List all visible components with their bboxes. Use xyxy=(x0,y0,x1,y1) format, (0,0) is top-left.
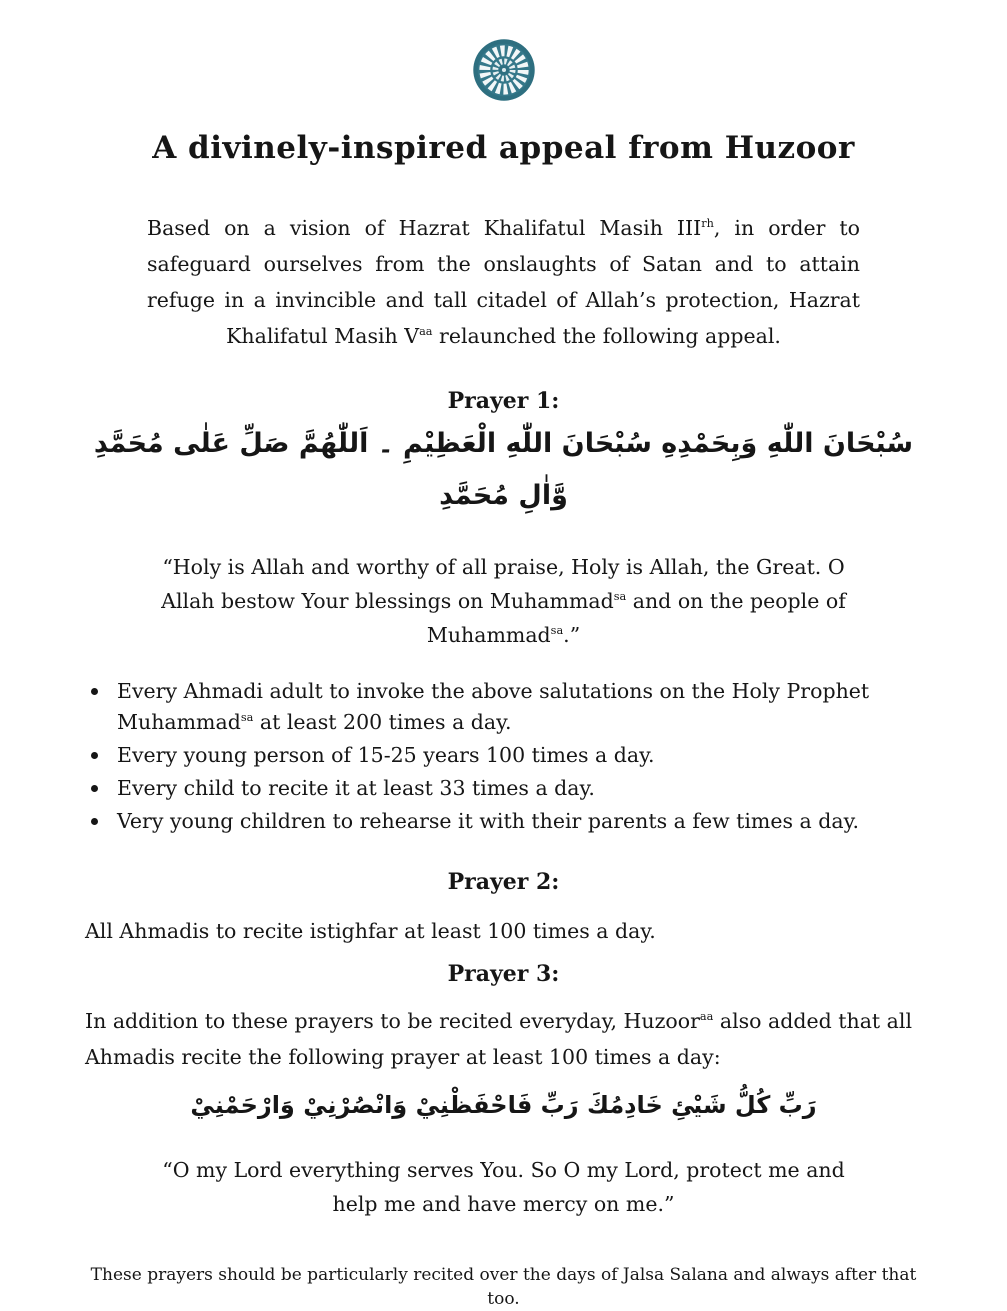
prayer2-heading: Prayer 2: xyxy=(447,869,560,895)
prayer3-intro: In addition to these prayers to be recited everyday, Huzoor$^{aa}$ also added that all Ahmadis recite the following prayer at least 100 times a day: xyxy=(85,1009,913,1069)
footer-note: These prayers should be particularly recited over the days of Jalsa Salana and always after that too. xyxy=(90,1265,917,1309)
prayer1-instruction-list xyxy=(85,676,922,837)
prayer1-heading: Prayer 1: xyxy=(447,388,560,414)
prayer3-heading: Prayer 3: xyxy=(447,961,560,987)
intro-paragraph: Based on a vision of Hazrat Khalifatul Masih $III^{rh}$, in order to safeguard ourselves from the onslaughts of Satan and to attain refuge in a invincible and tall citadel of Allah’s protection, Hazrat Khalifatul Masih $V^{aa}$ relaunched the following appeal. xyxy=(147,216,860,348)
prayer1-translation: “Holy is Allah and worthy of all praise, Holy is Allah, the Great. O Allah bestow Your blessings on Muhammad$^{sa}$ and on the people of Muhammad$^{sa}$.” xyxy=(161,555,846,647)
prayer1-section xyxy=(85,386,922,837)
prayer2-section xyxy=(85,867,922,947)
prayer1-arabic-text: سُبْحَانَ اللّٰهِ وَبِحَمْدِهِ سُبْحَانَ اللّٰهِ الْعَظِيْمِ ۔ اَللّٰهُمَّ صَلِّ عَلٰى مُحَمَّدِ وَّاٰلِ مُحَمَّدِ xyxy=(93,428,914,511)
bullet-item: Very young children to rehearse it with their parents a few times a day. xyxy=(85,806,922,837)
bullet-item: Every Ahmadi adult to invoke the above salutations on the Holy Prophet Muhammad$^{sa}$ at least 200 times a day. xyxy=(85,676,922,738)
prayer3-translation: “O my Lord everything serves You. So O my Lord, protect me and help me and have mercy on me.” xyxy=(162,1158,845,1216)
bullet-item: Every child to recite it at least 33 times a day. xyxy=(85,773,922,804)
prayer2-text: All Ahmadis to recite istighfar at least 100 times a day. xyxy=(85,919,656,943)
prayer3-arabic-text: رَبِّ كُلُّ شَيْئِ خَادِمُكَ رَبِّ فَاحْفَظْنِيْ وَانْصُرْنِيْ وَارْحَمْنِيْ xyxy=(190,1091,817,1119)
page-title: A divinely-inspired appeal from Huzoor xyxy=(152,130,855,166)
logo-container xyxy=(85,38,922,106)
bullet-item: Every young person of 15-25 years 100 times a day. xyxy=(85,740,922,771)
prayer3-section xyxy=(85,959,922,1221)
organization-flower-logo xyxy=(472,38,536,102)
